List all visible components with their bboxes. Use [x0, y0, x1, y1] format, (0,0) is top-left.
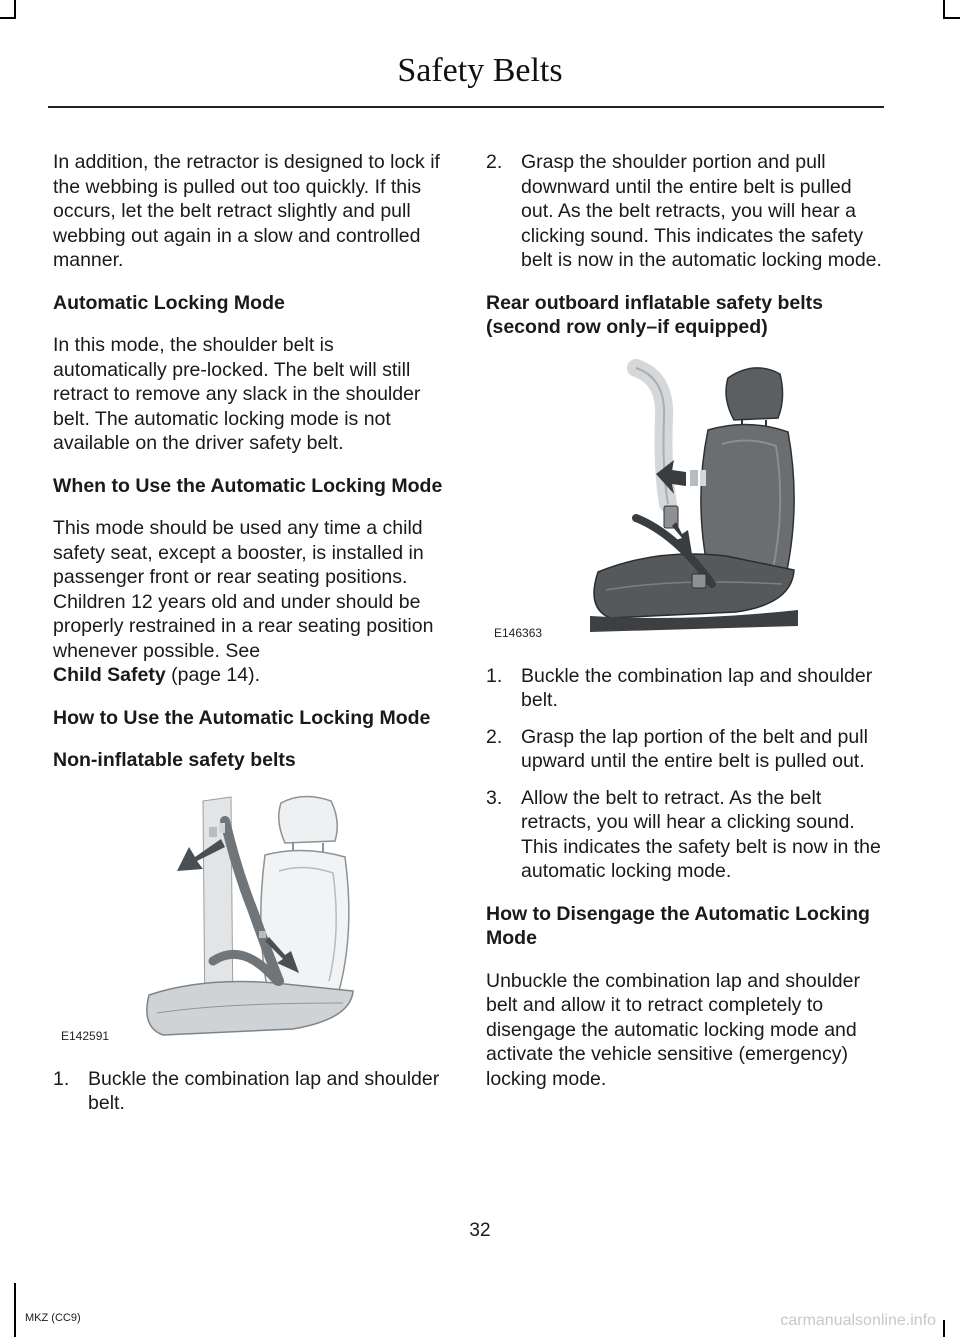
left-column — [53, 150, 449, 1128]
list-item — [486, 150, 886, 273]
when-text: This mode should be used any time a child safety seat, except a booster, is installed in passenger front or rear seating positions. Children 12 years old and under should be properly restrained in a rear seating position whenever possible. See — [53, 517, 434, 662]
crop-mark — [14, 1283, 16, 1337]
step-text: Buckle the combination lap and shoulder belt. — [88, 1067, 440, 1114]
crop-mark — [943, 0, 945, 18]
list-item — [486, 725, 886, 774]
step-number: 2. — [486, 151, 503, 173]
step-number: 1. — [486, 664, 503, 687]
child-safety-link[interactable]: Child Safety — [53, 664, 166, 686]
step-text: Grasp the shoulder portion and pull downward until the entire belt is pulled out. As the belt retracts, you will hear a clicking sound. This indicates the safety belt is now in the automatic locking mode. — [521, 151, 882, 271]
crop-mark — [0, 17, 16, 19]
list-item — [486, 786, 886, 884]
figure-code: E142591 — [61, 1029, 110, 1043]
crop-mark — [14, 0, 16, 18]
page-title: Safety Belts — [397, 52, 563, 89]
footer-model: MKZ (CC9) — [25, 1312, 81, 1324]
step-text: Buckle the combination lap and shoulder belt. — [521, 664, 873, 711]
step-number: 3. — [486, 786, 503, 809]
when-heading: When to Use the Automatic Locking Mode — [53, 474, 443, 497]
intro-paragraph: In addition, the retractor is designed to lock if the webbing is pulled out too quickly. If this occurs, let the belt retract slightly and pull webbing out again in a slow and controlled manner. — [53, 151, 440, 271]
step-number: 2. — [486, 725, 503, 748]
alm-paragraph: In this mode, the shoulder belt is automatically pre-locked. The belt will still retract to remove any slack in the shoulder belt. The automatic locking mode is not available on the driver safety belt. — [53, 334, 421, 454]
disengage-heading: How to Disengage the Automatic Locking Mode — [486, 902, 870, 949]
list-item — [53, 1067, 449, 1116]
rear-outboard-heading: Rear outboard inflatable safety belts (second row only–if equipped) — [486, 291, 823, 338]
alm-heading: Automatic Locking Mode — [53, 291, 285, 314]
step-number: 1. — [53, 1067, 70, 1090]
watermark[interactable]: carmanualsonline.info — [780, 1312, 936, 1329]
list-item — [486, 664, 886, 713]
disengage-paragraph: Unbuckle the combination lap and shoulder belt and allow it to retract completely to disengage the automatic locking mode and activate the vehicle sensitive (emergency) locking mode. — [486, 969, 860, 1090]
right-column — [486, 150, 886, 1109]
seat-front-icon — [53, 791, 449, 1049]
step-text: Allow the belt to retract. As the belt retracts, you will hear a clicking sound. This indicates the safety belt is now in the automatic locking mode. — [521, 786, 881, 882]
noninflatable-heading: Non-inflatable safety belts — [53, 749, 296, 771]
figure-code: E146363 — [494, 626, 543, 640]
seat-rear-icon — [486, 358, 886, 646]
child-safety-page-ref: (page 14). — [171, 664, 261, 686]
header-divider — [48, 106, 884, 108]
when-paragraph — [53, 516, 449, 688]
seat-illustration-rear — [486, 358, 886, 646]
crop-mark — [943, 1320, 945, 1337]
how-heading: How to Use the Automatic Locking Mode — [53, 706, 431, 729]
crop-mark — [943, 17, 960, 19]
step-text: Grasp the lap portion of the belt and pull upward until the entire belt is pulled out. — [521, 725, 868, 772]
seat-illustration-front — [53, 791, 449, 1049]
page-number: 32 — [469, 1220, 491, 1241]
